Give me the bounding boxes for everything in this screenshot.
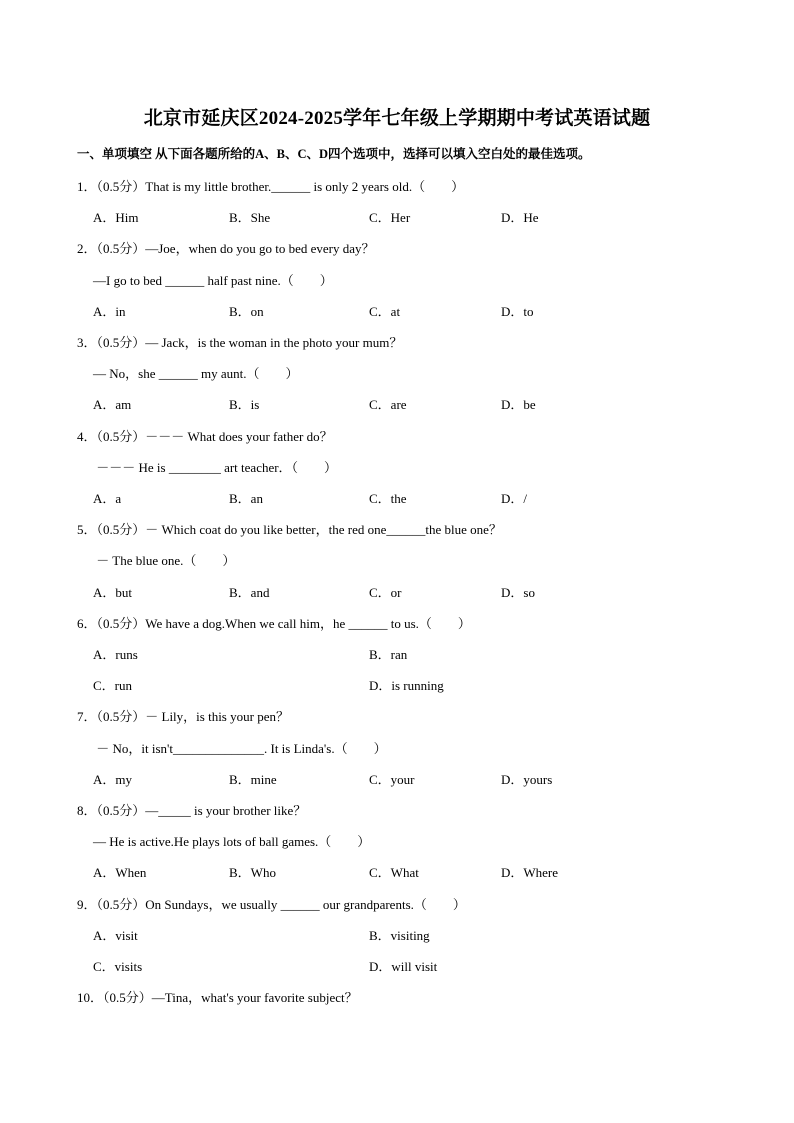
question-7-option-b: B．mine xyxy=(229,772,277,787)
question-7-option-d: D．yours xyxy=(501,772,553,787)
question-5-option-b: B．and xyxy=(229,585,270,600)
question-2-option-b: B．on xyxy=(229,304,264,319)
question-8-stem: 8．（0.5分）—_____ is your brother like？ xyxy=(77,803,307,818)
question-4-option-c: C．the xyxy=(369,491,407,506)
question-3-option-a: A．am xyxy=(93,397,132,412)
question-3-option-d: D．be xyxy=(501,397,536,412)
question-8-option-b: B．Who xyxy=(229,865,276,880)
question-9-option-a: A．visit xyxy=(93,928,138,943)
question-7-stem: 7．（0.5分）－ Lily，is this your pen？ xyxy=(77,709,289,724)
question-6-stem: 6．（0.5分）We have a dog.When we call him，he ______ to us.（ ） xyxy=(77,616,471,631)
question-3-option-c: C．are xyxy=(369,397,407,412)
question-1-option-c: C．Her xyxy=(369,210,411,225)
question-5-stem: 5．（0.5分）－ Which coat do you like better，the red one______the blue one？ xyxy=(77,522,502,537)
question-2-option-d: D．to xyxy=(501,304,534,319)
question-10-stem: 10．（0.5分）—Tina，what's your favorite subject？ xyxy=(77,990,358,1005)
question-1-option-d: D．He xyxy=(501,210,539,225)
question-3-answer-line: — No，she ______ my aunt.（ ） xyxy=(93,366,299,381)
question-4-answer-line: －－－ He is ________ art teacher．（ ） xyxy=(93,460,338,475)
question-2-option-c: C．at xyxy=(369,304,401,319)
question-5-option-a: A．but xyxy=(93,585,133,600)
question-4-option-a: A．a xyxy=(93,491,122,506)
question-7-option-a: A．my xyxy=(93,772,133,787)
question-9-option-b: B．visiting xyxy=(369,928,430,943)
question-4-option-b: B．an xyxy=(229,491,263,506)
section-heading: 一、单项填空 从下面各题所给的A、B、C、D四个选项中，选择可以填入空白处的最佳选项。 xyxy=(77,147,591,161)
question-4-option-d: D．/ xyxy=(501,491,528,506)
question-6-option-c: C．run xyxy=(93,678,133,693)
question-1-option-a: A．Him xyxy=(93,210,139,225)
question-6-option-b: B．ran xyxy=(369,647,408,662)
question-8-option-c: C．What xyxy=(369,865,419,880)
question-5-option-c: C．or xyxy=(369,585,402,600)
question-8-option-d: D．Where xyxy=(501,865,559,880)
question-9-stem: 9．（0.5分）On Sundays，we usually ______ our grandparents.（ ） xyxy=(77,897,466,912)
question-3-stem: 3．（0.5分）— Jack，is the woman in the photo your mum？ xyxy=(77,335,403,350)
question-9-option-d: D．will visit xyxy=(369,959,438,974)
question-5-option-d: D．so xyxy=(501,585,535,600)
question-1-stem: 1．（0.5分）That is my little brother.______ is only 2 years old.（ ） xyxy=(77,179,465,194)
question-1-option-b: B．She xyxy=(229,210,271,225)
question-7-answer-line: － No，it isn't______________. It is Linda's.（ ） xyxy=(93,741,387,756)
question-8-answer-line: — He is active.He plays lots of ball games.（ ） xyxy=(93,834,371,849)
page-title: 北京市延庆区2024-2025学年七年级上学期期中考试英语试题 xyxy=(143,108,651,129)
question-6-option-d: D．is running xyxy=(369,678,444,693)
question-9-option-c: C．visits xyxy=(93,959,143,974)
question-4-stem: 4．（0.5分）－－－ What does your father do？ xyxy=(77,429,333,444)
question-2-option-a: A．in xyxy=(93,304,126,319)
question-5-answer-line: － The blue one.（ ） xyxy=(93,553,236,568)
question-2-answer-line: —I go to bed ______ half past nine.（ ） xyxy=(93,273,333,288)
question-8-option-a: A．When xyxy=(93,865,147,880)
question-6-option-a: A．runs xyxy=(93,647,138,662)
question-2-stem: 2．（0.5分）—Joe，when do you go to bed every day？ xyxy=(77,241,375,256)
question-7-option-c: C．your xyxy=(369,772,415,787)
question-3-option-b: B．is xyxy=(229,397,260,412)
